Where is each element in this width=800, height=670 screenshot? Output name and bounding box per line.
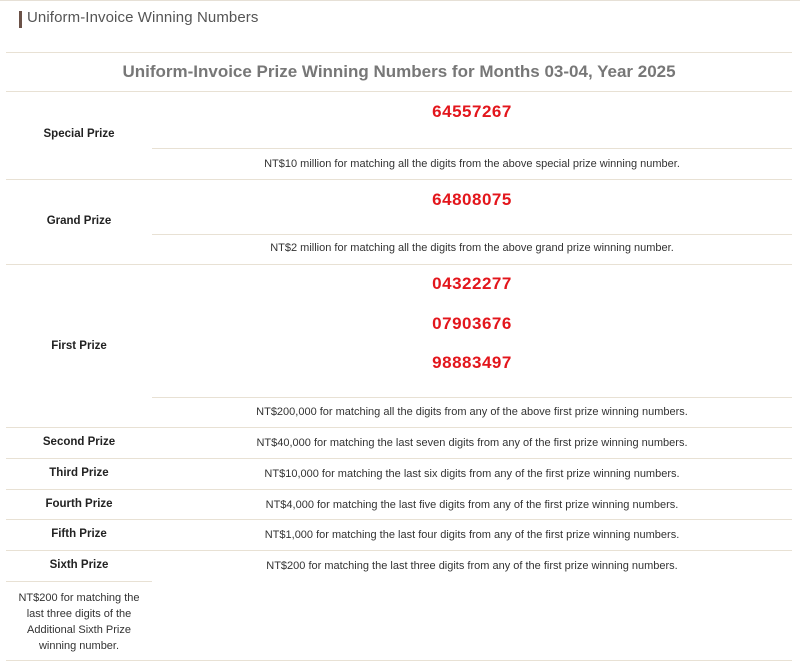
cell-divider xyxy=(152,148,792,149)
sixth-prize-label: Sixth Prize xyxy=(49,559,109,571)
fourth-prize-label: Fourth Prize xyxy=(45,498,113,510)
first-prize-number: 04322277 xyxy=(432,274,512,293)
first-prize-number: 98883497 xyxy=(432,353,512,372)
first-prize-number: 07903676 xyxy=(432,314,512,333)
row-divider xyxy=(6,264,792,265)
row-divider xyxy=(6,427,792,428)
page-header xyxy=(0,0,800,38)
grand-prize-number: 64808075 xyxy=(432,190,512,209)
second-prize-desc: NT$40,000 for matching the last seven digits from any of the first prize winning numbers. xyxy=(256,437,688,449)
row-divider xyxy=(6,179,792,180)
row-divider xyxy=(6,550,792,551)
grand-prize-desc: NT$2 million for matching all the digits from the above grand prize winning number. xyxy=(270,242,674,254)
page-title: Uniform-Invoice Winning Numbers xyxy=(27,9,259,26)
special-prize-label: Special Prize xyxy=(43,128,115,140)
first-prize-desc: NT$200,000 for matching all the digits from any of the above first prize winning numbers. xyxy=(256,406,688,418)
row-divider xyxy=(6,91,792,92)
additional-sixth-line: NT$200 for matching the xyxy=(18,592,140,604)
sixth-prize-desc: NT$200 for matching the last three digits from any of the first prize winning numbers. xyxy=(266,560,678,572)
row-divider xyxy=(6,458,792,459)
additional-sixth-prize-desc xyxy=(8,590,150,654)
additional-sixth-line: Additional Sixth Prize xyxy=(27,624,131,636)
third-prize-desc: NT$10,000 for matching the last six digits from any of the first prize winning numbers. xyxy=(264,468,680,480)
table-title: Uniform-Invoice Prize Winning Numbers for Months 03-04, Year 2025 xyxy=(122,62,676,81)
third-prize-label: Third Prize xyxy=(49,467,109,479)
fifth-prize-desc: NT$1,000 for matching the last four digits from any of the first prize winning numbers. xyxy=(264,529,680,541)
cell-divider xyxy=(152,234,792,235)
table-bottom-border xyxy=(6,660,792,661)
cell-divider xyxy=(6,581,152,582)
additional-sixth-line: last three digits of the xyxy=(26,608,132,620)
header-accent-bar xyxy=(19,11,22,28)
table-top-border xyxy=(6,52,792,53)
fourth-prize-desc: NT$4,000 for matching the last five digits from any of the first prize winning numbers. xyxy=(265,499,679,511)
second-prize-label: Second Prize xyxy=(42,436,116,448)
cell-divider xyxy=(152,397,792,398)
grand-prize-label: Grand Prize xyxy=(46,215,112,227)
first-prize-label: First Prize xyxy=(51,340,107,352)
row-divider xyxy=(6,489,792,490)
special-prize-number: 64557267 xyxy=(432,102,512,121)
fifth-prize-label: Fifth Prize xyxy=(51,528,107,540)
additional-sixth-line: winning number. xyxy=(38,640,120,652)
row-divider xyxy=(6,519,792,520)
special-prize-desc: NT$10 million for matching all the digits from the above special prize winning number. xyxy=(264,158,680,170)
